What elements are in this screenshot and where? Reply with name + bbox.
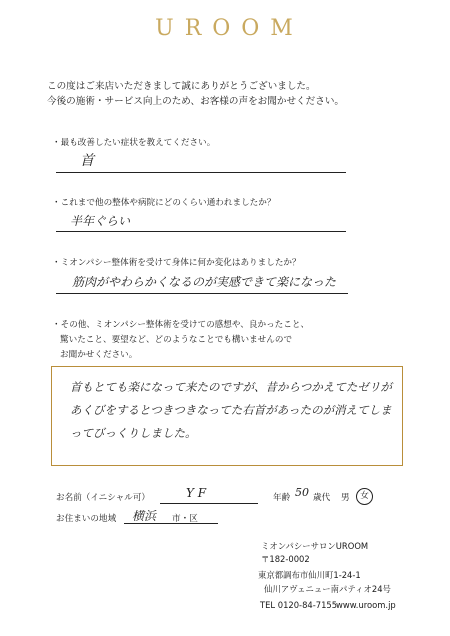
uroom-logo: U R O O M [155,16,295,41]
answer-2: 半年ぐらい [70,214,131,228]
intro-line-1: この度はご来店いただきまして誠にありがとうございました。 [47,81,316,92]
open-question [52,318,309,363]
age-suffix: 歳代 [313,493,331,503]
shop-name: ミオンパシーサロンUROOM [261,541,369,551]
answer-2-line [56,231,346,232]
answer-3-line [56,293,348,294]
open-question-line-1: ・その他、ミオンパシー整体術を受けての感想や、良かったこと、 [52,320,310,330]
question-1: ・最も改善したい症状を教えてください。 [52,138,216,148]
age-label: 年齢 [273,493,291,503]
area-label: お住まいの地域 [56,514,117,524]
name-underline [160,503,258,504]
answer-3: 筋肉がやわらかくなるのが実感できて楽になった [72,275,337,289]
age-value: 50 [295,486,309,499]
answer-1: 首 [80,153,94,169]
intro-line-2: 今後の施術・サービス向上のため、お客様の声をお聞かせください。 [47,96,345,107]
name-label: お名前（イニシャル可） [56,493,151,503]
question-2: ・これまで他の整体や病院にどのくらい通われましたか？ [52,198,276,208]
intro-text [47,79,344,109]
gender-female-circled: 女 [356,488,373,505]
shop-tel: TEL 0120-84-7155 [260,600,338,610]
answer-1-line [56,172,346,173]
shop-url: www.uroom.jp [336,600,396,610]
question-3: ・ミオンパシー整体術を受けて身体に何か変化はありましたか？ [52,258,301,268]
comment-text: 首もとても楽になって来たのですが、昔からつかえてたゼリがあくびをするとつきつきなってた右首があったのが消えてしまってびっくりしました。 [70,380,392,440]
shop-address-1: 東京都調布市仙川町1-24-1 [258,570,361,580]
name-value: Y F [186,486,207,500]
open-question-line-3: お聞かせください。 [60,350,138,360]
area-value: 横浜 [132,509,157,523]
open-question-line-2: 驚いたこと、要望など、どのようなことでも構いませんので [60,335,293,345]
gender-male: 男 [341,493,350,503]
area-suffix: 市・区 [172,514,198,524]
shop-zip: 〒182-0002 [261,554,310,564]
shop-address-2: 仙川アヴェニュー南パティオ24号 [264,584,391,594]
